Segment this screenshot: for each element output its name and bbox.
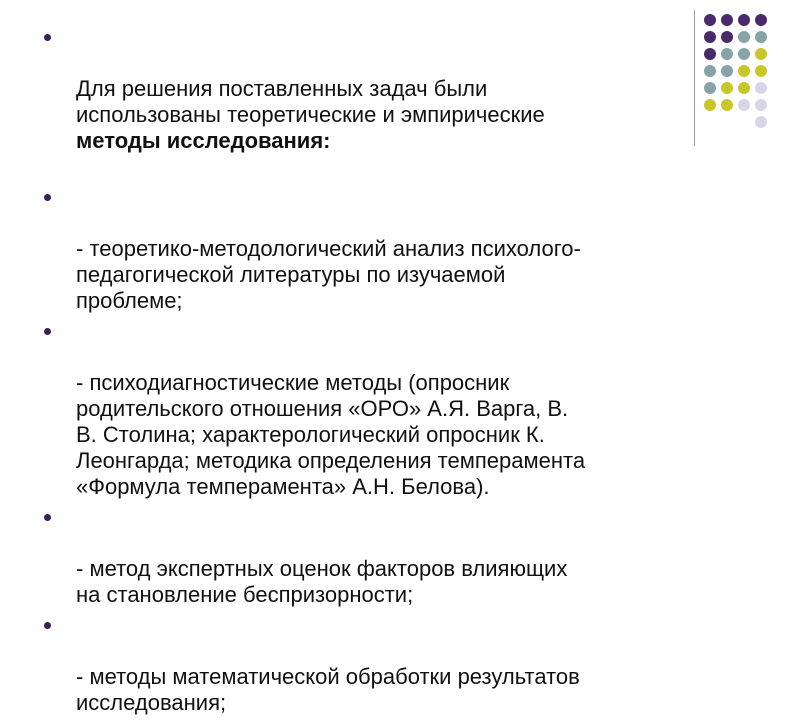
bullet-item-4 xyxy=(40,504,760,608)
bullet-text: - методы математической обработки результатов исследования; xyxy=(76,664,580,715)
slide-body xyxy=(40,24,760,720)
bullet-item-2 xyxy=(40,184,760,314)
bullet-dot-icon xyxy=(44,194,51,201)
bullet-text: - психодиагностические методы (опросник родительского отношения «ОРО» А.Я. Варга, В. В. Столина; характерологический опросник К. Леонгарда; методика определения темперамента «Формула темперамента» А.Н. Белова). xyxy=(76,370,586,499)
bullet-item-5 xyxy=(40,612,760,716)
bullet-list xyxy=(40,24,760,716)
bullet-text: Для решения поставленных задач были использованы теоретические и эмпирические xyxy=(76,76,545,127)
bullet-text: - метод экспертных оценок факторов влияющих на становление беспризорности; xyxy=(76,556,568,607)
bullet-dot-icon xyxy=(44,622,51,629)
bullet-text: - теоретико-методологический анализ психолого- педагогической литературы по изучаемой проблеме; xyxy=(76,236,581,313)
bullet-item-1 xyxy=(40,24,760,180)
bullet-item-3 xyxy=(40,318,760,500)
bullet-dot-icon xyxy=(44,514,51,521)
bullet-text-bold: методы исследования: xyxy=(76,128,331,153)
bullet-dot-icon xyxy=(44,328,51,335)
bullet-dot-icon xyxy=(44,34,51,41)
